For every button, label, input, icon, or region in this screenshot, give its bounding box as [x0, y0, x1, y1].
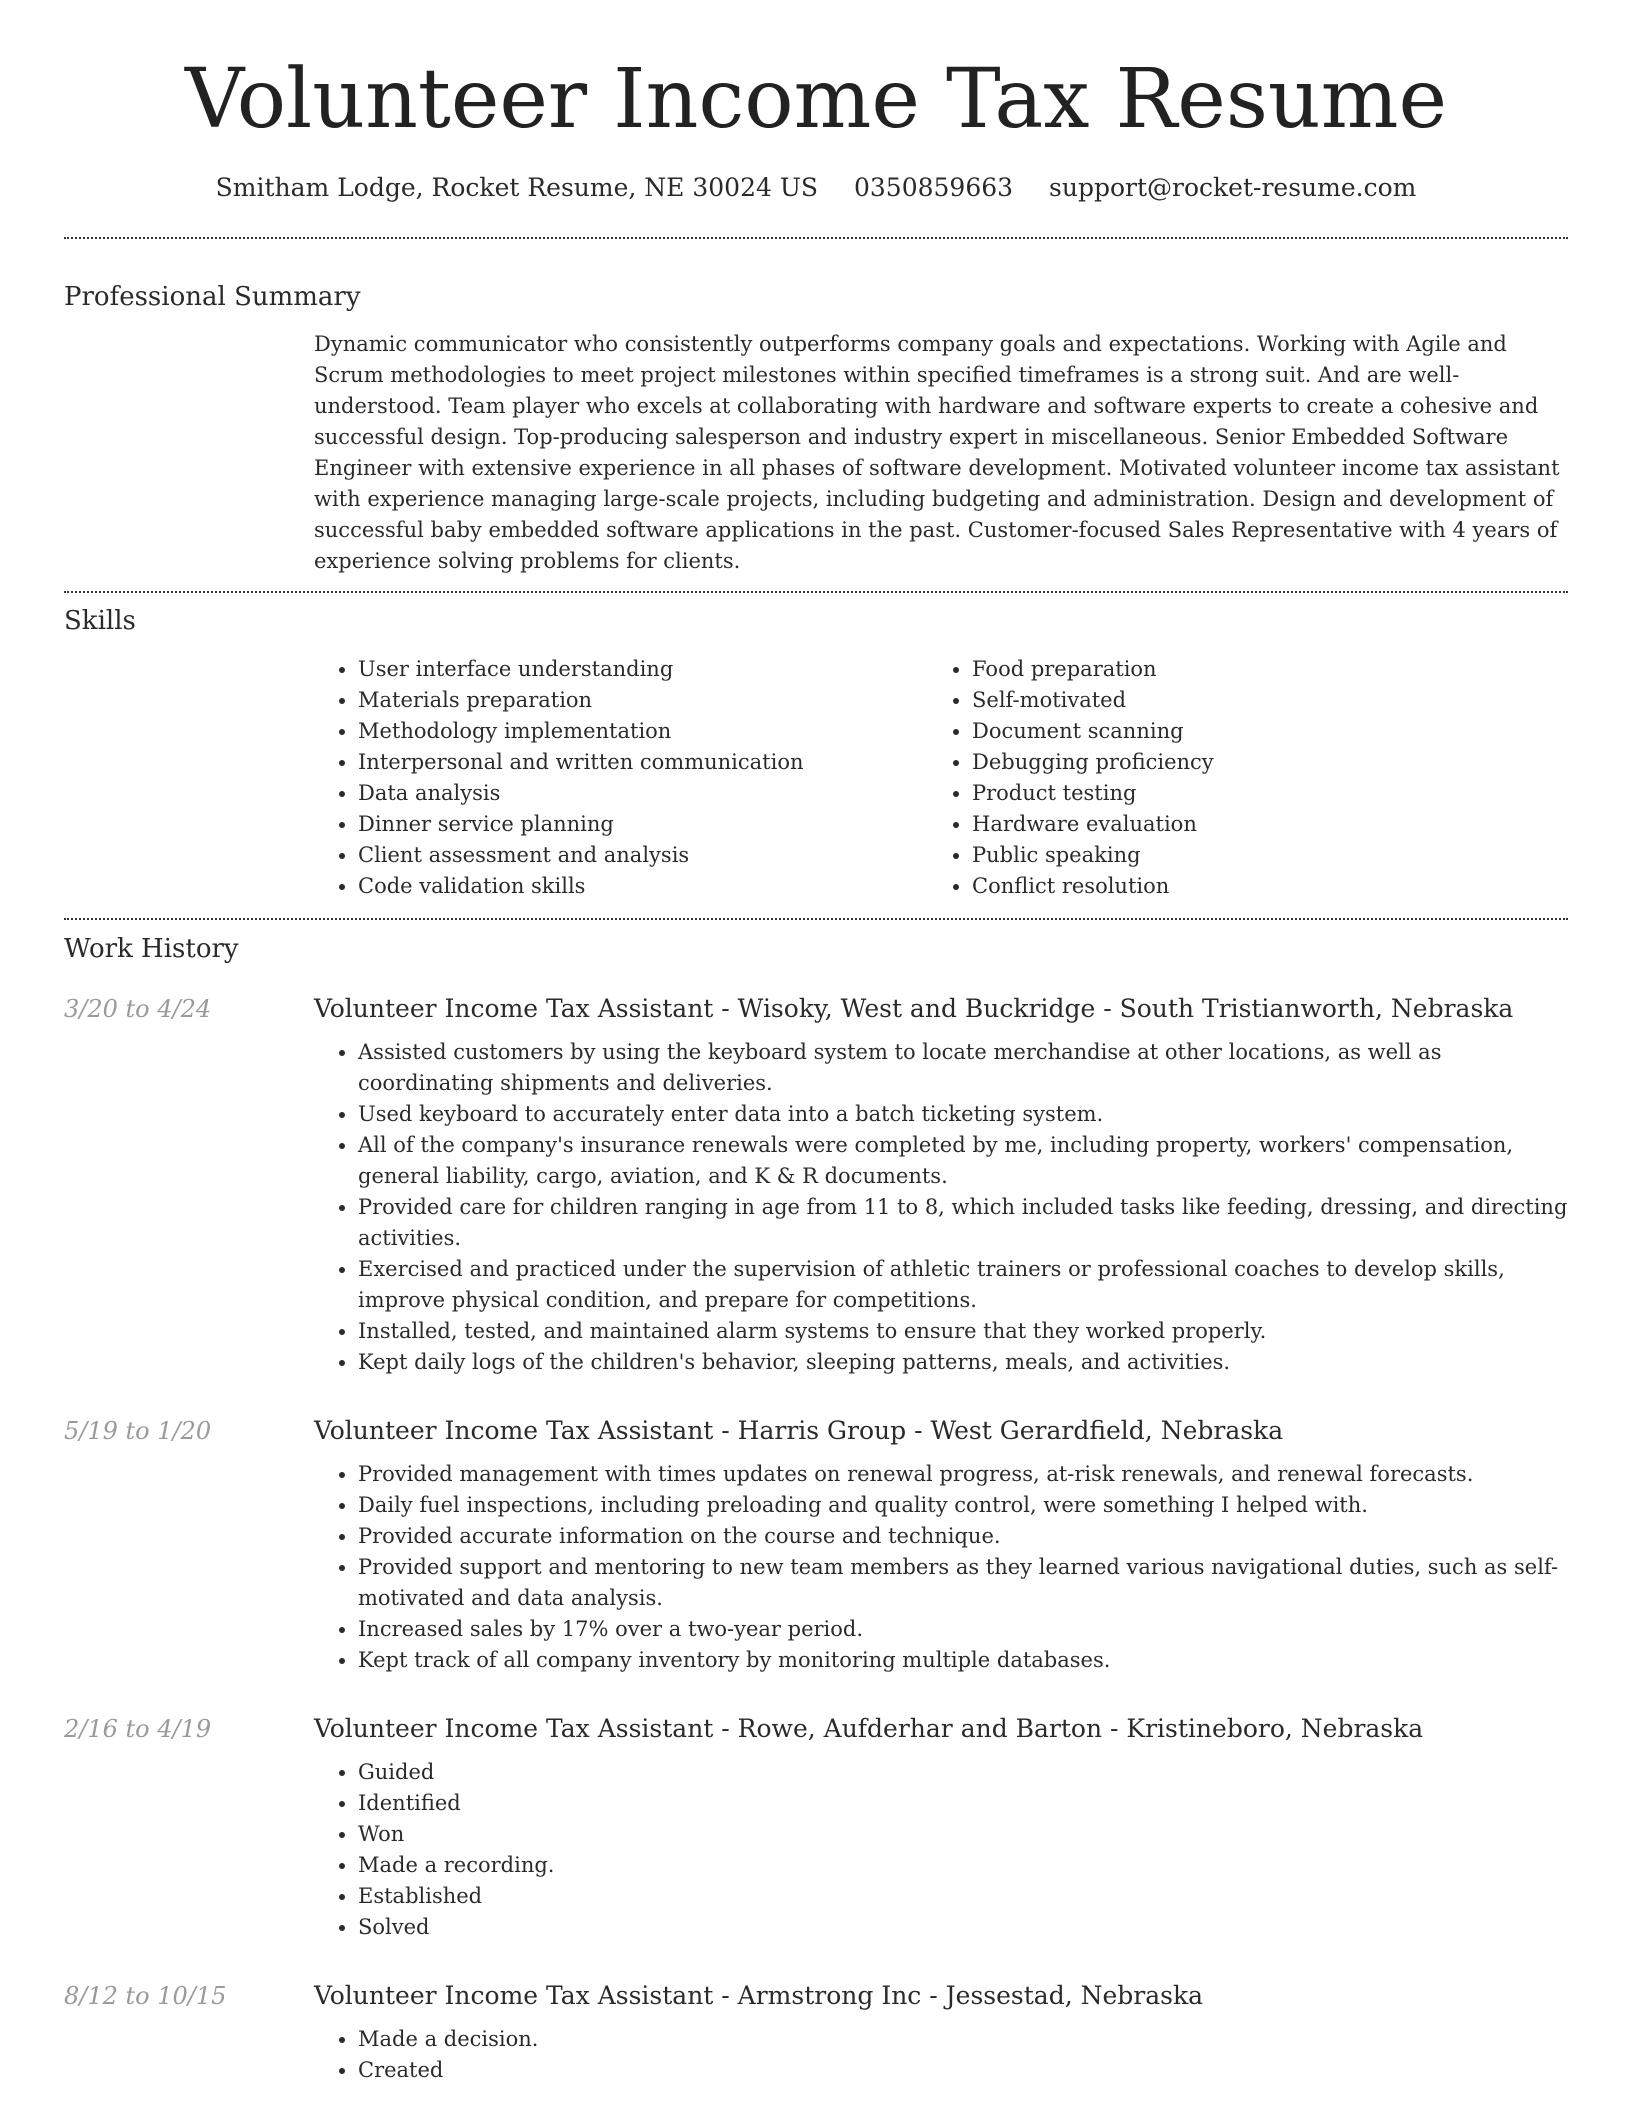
job-bullets [314, 1037, 1568, 1378]
job-bullet: • Installed, tested, and maintained alarm systems to ensure that they worked properly. [358, 1316, 1568, 1347]
section-divider [64, 237, 1568, 239]
skills-title: Skills [64, 606, 136, 636]
job-heading: Volunteer Income Tax Assistant - Wisoky, West and Buckridge - South Tristianworth, Nebraska [314, 994, 1514, 1023]
skill-item: • Materials preparation [358, 685, 928, 716]
skill-item: • Product testing [972, 778, 1542, 809]
contact-address: Smitham Lodge, Rocket Resume, NE 30024 US [215, 173, 819, 202]
job-bullet: • Exercised and practiced under the supervision of athletic trainers or professional coaches to develop skills, improve physical condition, and prepare for competitions. [358, 1254, 1568, 1316]
job-entry [64, 1711, 1568, 1943]
job-dates: 5/19 to 1/20 [64, 1417, 212, 1445]
job-bullet: • Provided support and mentoring to new team members as they learned various navigational duties, such as self-motivated and data analysis. [358, 1552, 1568, 1614]
contact-email: support@rocket-resume.com [1049, 173, 1417, 202]
skill-item: • Code validation skills [358, 871, 928, 902]
skill-item: • Conflict resolution [972, 871, 1542, 902]
resume-title: Volunteer Income Tax Resume [185, 52, 1447, 147]
skills-column-left [314, 654, 928, 902]
job-dates: 8/12 to 10/15 [64, 1982, 227, 2010]
section-divider [64, 918, 1568, 920]
skill-item: • Public speaking [972, 840, 1542, 871]
job-heading: Volunteer Income Tax Assistant - Armstrong Inc - Jessestad, Nebraska [314, 1981, 1204, 2010]
summary-text: Dynamic communicator who consistently outperforms company goals and expectations. Working with Agile and Scrum methodologies to meet project milestones within specified timeframes is a strong suit. And are well-understood. Team player who excels at collaborating with hardware and software experts to create a cohesive and successful design. Top-producing salesperson and industry expert in miscellaneous. Senior Embedded Software Engineer with extensive experience in all phases of software development. Motivated volunteer income tax assistant with experience managing large-scale projects, including budgeting and administration. Design and development of successful baby embedded software applications in the past. Customer-focused Sales Representative with 4 years of experience solving problems for clients. [314, 332, 1560, 573]
contact-phone: 0350859663 [854, 173, 1014, 202]
job-bullet: • Solved [358, 1912, 1568, 1943]
skill-item: • Self-motivated [972, 685, 1542, 716]
skill-item: • Dinner service planning [358, 809, 928, 840]
skill-item: • Document scanning [972, 716, 1542, 747]
job-bullet: • Provided accurate information on the course and technique. [358, 1521, 1568, 1552]
job-bullet: • All of the company's insurance renewals were completed by me, including property, workers' compensation, general liability, cargo, aviation, and K & R documents. [358, 1130, 1568, 1192]
job-bullet: • Provided care for children ranging in age from 11 to 8, which included tasks like feeding, dressing, and directing activities. [358, 1192, 1568, 1254]
job-bullet: • Guided [358, 1757, 1568, 1788]
skill-item: • Food preparation [972, 654, 1542, 685]
job-bullet: • Made a recording. [358, 1850, 1568, 1881]
skills-column-right [928, 654, 1542, 902]
job-bullet: • Assisted customers by using the keyboard system to locate merchandise at other locations, as well as coordinating shipments and deliveries. [358, 1037, 1568, 1099]
job-bullets [314, 2024, 1568, 2086]
job-bullet: • Kept daily logs of the children's behavior, sleeping patterns, meals, and activities. [358, 1347, 1568, 1378]
job-dates: 2/16 to 4/19 [64, 1715, 212, 1743]
job-heading: Volunteer Income Tax Assistant - Rowe, Aufderhar and Barton - Kristineboro, Nebraska [314, 1714, 1424, 1743]
job-bullet: • Used keyboard to accurately enter data into a batch ticketing system. [358, 1099, 1568, 1130]
skills-list [314, 654, 1568, 902]
job-bullet: • Won [358, 1819, 1568, 1850]
skill-item: • Hardware evaluation [972, 809, 1542, 840]
skill-item: • Data analysis [358, 778, 928, 809]
job-heading: Volunteer Income Tax Assistant - Harris Group - West Gerardfield, Nebraska [314, 1416, 1284, 1445]
job-bullet: • Created [358, 2055, 1568, 2086]
skill-item: • Debugging proficiency [972, 747, 1542, 778]
skill-item: • User interface understanding [358, 654, 928, 685]
work-history-title: Work History [64, 934, 239, 964]
job-bullet: • Identified [358, 1788, 1568, 1819]
job-bullet: • Provided management with times updates on renewal progress, at-risk renewals, and renewal forecasts. [358, 1459, 1568, 1490]
summary-title: Professional Summary [64, 282, 361, 312]
skill-item: • Client assessment and analysis [358, 840, 928, 871]
job-entry [64, 991, 1568, 1378]
job-bullet: • Increased sales by 17% over a two-year period. [358, 1614, 1568, 1645]
job-entry [64, 1978, 1568, 2086]
job-bullet: • Made a decision. [358, 2024, 1568, 2055]
job-bullet: • Established [358, 1881, 1568, 1912]
resume-page [64, 0, 1568, 2086]
job-dates: 3/20 to 4/24 [64, 995, 212, 1023]
job-entry [64, 1413, 1568, 1676]
job-bullets [314, 1459, 1568, 1676]
contact-line [64, 170, 1568, 206]
skill-item: • Interpersonal and written communication [358, 747, 928, 778]
skill-item: • Methodology implementation [358, 716, 928, 747]
job-bullets [314, 1757, 1568, 1943]
job-bullet: • Kept track of all company inventory by monitoring multiple databases. [358, 1645, 1568, 1676]
section-divider [64, 591, 1568, 593]
job-bullet: • Daily fuel inspections, including preloading and quality control, were something I helped with. [358, 1490, 1568, 1521]
